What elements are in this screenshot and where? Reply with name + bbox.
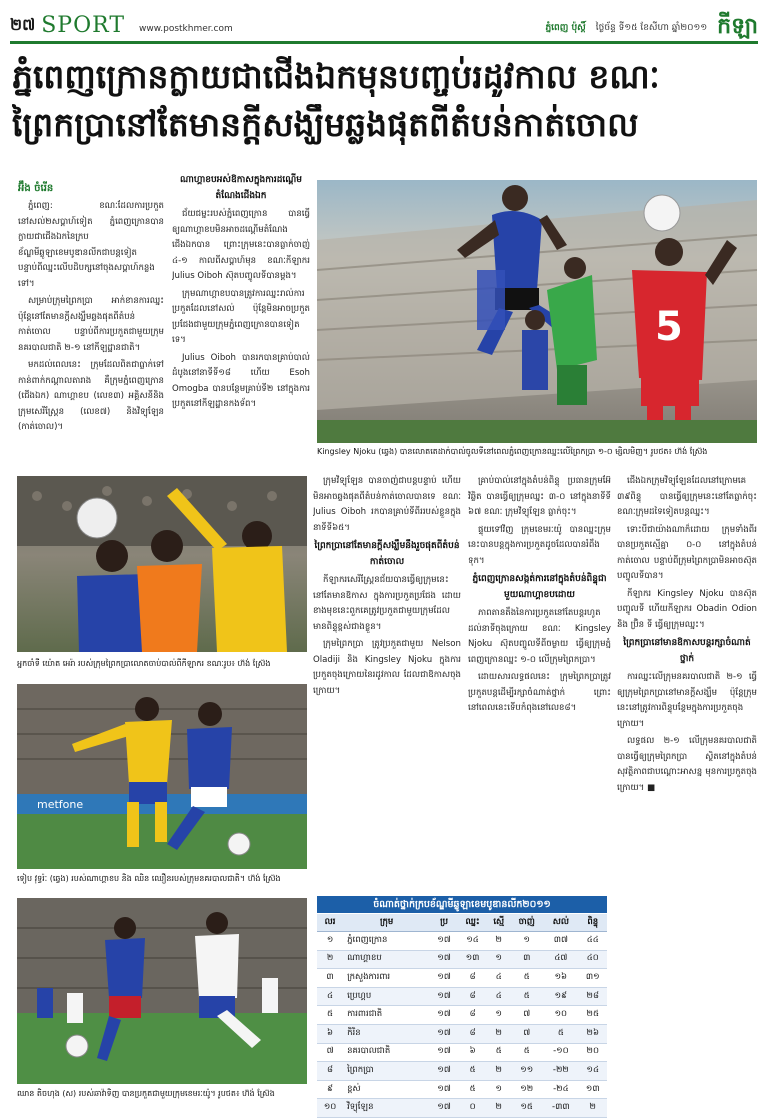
table-cell: ២ <box>487 1024 510 1043</box>
table-cell: -៣៣ <box>543 1099 578 1118</box>
team-name-cell: ខ្ពស់ <box>343 1080 430 1099</box>
table-cell: ៤ <box>487 987 510 1006</box>
main-photo-illustration <box>317 180 757 443</box>
table-cell: ៨ <box>458 1024 487 1043</box>
paragraph: ក្រុមណាហ្គាខបបានត្រូវការឈ្នះរាល់ការប្រកួតដែលនៅសល់ ប៉ុន្តែមិនអាចប្រកួតប្រជែងជាមួយក្រុមភ្នំពេញក្រោនបានទៀតទេ។ <box>172 288 310 345</box>
subheading: ព្រៃកប្រានៅមានឱកាសបន្តរក្សាចំណាត់ថ្នាក់ <box>623 638 751 664</box>
table-cell: ២៦ <box>579 1024 607 1043</box>
subheading: ភ្នំពេញក្រោនសង្កត់ការនៅក្នុងតំបន់ពិន្ទុជាមួយណាហ្គាខបដោយ <box>472 574 607 600</box>
team-name-cell: ភ្នំពេញក្រោន <box>343 932 430 951</box>
table-cell: ៤ <box>317 987 343 1006</box>
table-cell: ១២ <box>510 1080 543 1099</box>
table-cell: ៣ <box>317 969 343 988</box>
table-row <box>317 987 607 1006</box>
standings-body <box>317 932 607 1118</box>
table-row <box>317 969 607 988</box>
table-cell: ៤០ <box>579 950 607 969</box>
paragraph: ក្រុមព្រៃកប្រា ត្រូវប្រកួតជាមួយ Nelson Oladiji និង Kingsley Njoku ក្នុងការប្រកួតចុងក្រោយនៃរដូវកាល ដែលជាឱកាសចុងក្រោយ។ <box>313 639 461 696</box>
table-cell: ៣១ <box>579 969 607 988</box>
table-cell: ១៧ <box>430 969 458 988</box>
table-row <box>317 1099 607 1118</box>
paragraph: ផ្ទុយទៅវិញ ក្រុមខេមរៈយ៉ូ បានឈ្នះក្រុមនេះបានបន្តក្នុងការប្រកួតដូចដែលបានរំពឹងទុក។ <box>468 524 611 566</box>
subheading: ណាហ្គាខបអស់ឱកាសក្នុងការដណ្តើមតំណែងជើងឯក <box>180 175 302 201</box>
table-cell: ៦ <box>458 1043 487 1062</box>
table-cell: ១ <box>487 1080 510 1099</box>
category-label: កីឡា <box>717 14 758 39</box>
col-header-won: ឈ្នះ <box>458 914 487 932</box>
table-cell: ៥ <box>317 1006 343 1025</box>
photo-a-illustration <box>17 476 307 652</box>
article-column-2 <box>172 170 310 470</box>
table-cell: ១៣ <box>458 950 487 969</box>
table-cell: ៧ <box>510 1024 543 1043</box>
table-cell: ១៧ <box>430 950 458 969</box>
table-cell: ០ <box>458 1099 487 1118</box>
paragraph: សម្រាប់ក្រុមព្រៃកប្រា អាក់ខានការឈ្នះ ប៉ុន្តែនៅតែមានក្តីសង្ឃឹមឆ្លងផុតពីតំបន់កាត់ចោល បន្ទាប់ពីការប្រកួតជាមួយក្រុមនគរបាលជាតិ ២-១ នៅកីឡដ្ឋានជាតិ។ <box>18 296 164 353</box>
table-cell: ១៦ <box>543 969 578 988</box>
header-rule <box>10 41 758 44</box>
table-cell: ៥ <box>487 1043 510 1062</box>
col-header-draw: ស្មើ <box>487 914 510 932</box>
table-cell: -២៤ <box>543 1080 578 1099</box>
table-cell: ១៧ <box>430 1043 458 1062</box>
team-name-cell: ក្រសួងការពារ <box>343 969 430 988</box>
paragraph: ភាពតានតឹងនៃការប្រកួតនៅតែបន្តរហូតដល់នាទីចុងក្រោយ ខណៈ Kingsley Njoku ស៊ុតបញ្ចូលទីពីចម្ងាយ ធ្វើឲ្យក្រុមភ្នំពេញក្រោនឈ្នះ ១-០ លើក្រុមព្រៃកប្រា។ <box>468 608 611 665</box>
standings-title: ចំណាត់ថ្នាក់ក្របខ័ណ្ឌមីឆ្លូឡាខេមបូឌានលីក២០១១ <box>317 896 607 913</box>
col-header-points: ពិន្ទុ <box>579 914 607 932</box>
site-url[interactable]: www.postkhmer.com <box>139 24 233 34</box>
paragraph: កីឡាករសេរីស្រ្តែនជ័យបានធ្វើឲ្យក្រុមនេះនៅតែមានឱកាស ក្នុងការប្រកួតប្រជែង ដោយខាងមុខនេះពួកគេត្រូវប្រកួតជាមួយក្រុមដែលមានពិន្ទុខ្ពស់ជាងខ្លួន។ <box>313 575 461 632</box>
table-cell: ៤៤ <box>579 932 607 951</box>
paragraph: មកដល់ពេលនេះ ក្រុមដែលពិតជាធ្លាក់ទៅកាន់ពាក់កណ្ដាលតារាង គឺក្រុមភ្នំពេញក្រោន (ជើងឯក) ណាហ្គាខប (លេខ៣) អគ្គិសនីនិងក្រុមសេរីស្រ្តែន (លេខ៧) និងវិទ្យុឡែន (កាត់ចោល)។ <box>18 360 164 432</box>
table-cell: ១ <box>487 1006 510 1025</box>
table-cell: ៣ <box>510 950 543 969</box>
table-cell: ៨ <box>458 987 487 1006</box>
table-cell: ២៥ <box>579 1006 607 1025</box>
table-cell: ៧ <box>510 1006 543 1025</box>
table-cell: ១៧ <box>430 932 458 951</box>
table-cell: ៨ <box>458 969 487 988</box>
table-cell: ៦ <box>317 1024 343 1043</box>
table-cell: -២២ <box>543 1062 578 1081</box>
table-cell: ២០ <box>579 1043 607 1062</box>
main-photo-caption: Kingsley Njoku (ឆ្វេង) បានលោតតេដាក់បាល់ចូលទីនៅពេលភ្នំពេញក្រោនឈ្នះលើព្រៃកប្រា ១-០ ម្សិលមិញ។ រូបថត៖ ហ៊ង់ ស្រ៊ែង <box>317 447 708 456</box>
photo-b-illustration <box>17 684 307 869</box>
main-photo <box>317 180 757 443</box>
team-name-cell: ណាហ្គាខប <box>343 950 430 969</box>
team-name-cell: ព្រៃកប្រា <box>343 1062 430 1081</box>
table-cell: ២ <box>579 1099 607 1118</box>
table-cell: ៨ <box>458 1006 487 1025</box>
masthead: ភ្នំពេញ ប៉ុស្តិ៍ <box>545 22 586 33</box>
table-cell: ១៤ <box>579 1062 607 1081</box>
paragraph: ជើងឯកក្រុមវិទ្យុឡែនដែលនៅក្រោមគេ ៣៩ពិន្ទុ បានធ្វើឲ្យក្រុមនេះនៅតែធ្លាក់ចុះ ខណៈក្រុមដទៃទៀតបន្តឈ្នះ។ <box>617 476 757 517</box>
table-cell: ១៤ <box>458 932 487 951</box>
paragraph: កីឡាករ Kingsley Njoku បានស៊ុតបញ្ចូលទី ហើយកីឡាករ Obadin Odion និង ប្រ៊ិន ទី ធ្វើឲ្យក្រុមឈ្នះ។ <box>617 588 757 630</box>
table-cell: ១ <box>317 932 343 951</box>
photo-match-action <box>17 684 307 869</box>
table-cell: ១ <box>510 932 543 951</box>
table-row <box>317 1024 607 1043</box>
table-cell: ១៩ <box>543 987 578 1006</box>
table-cell: ២ <box>487 1099 510 1118</box>
table-cell: ១៥ <box>510 1099 543 1118</box>
paragraph: ការឈ្នះលើក្រុមនគរបាលជាតិ ២-១ ធ្វើឲ្យក្រុមព្រៃកប្រានៅមានក្តីសង្ឃឹម ប៉ុន្តែក្រុមនេះនៅត្រូវការពិន្ទុបន្ថែមក្នុងការប្រកួតចុងក្រោយ។ <box>617 672 757 729</box>
byline: អ៊ឹង ចំរើន <box>18 183 54 194</box>
col-header-goal-diff: សល់ <box>543 914 578 932</box>
table-cell: ២៨ <box>579 987 607 1006</box>
table-cell: ៤ <box>487 969 510 988</box>
paragraph: ក្រុមវិទ្យុឡែន បានចាញ់ជាបន្តបន្ទាប់ ហើយមិនអាចឆ្លងផុតពីតំបន់កាត់ចោលបានទេ ខណៈ Julius Oiboh រកបានគ្រាប់ទីពីររបស់ខ្លួនក្នុងនាទីទី៦៥។ <box>313 476 461 533</box>
team-name-cell: ប្រេហ្គប <box>343 987 430 1006</box>
photo-b-caption: ទៀប វុទ្ធរ៉ៈ (ឆ្វេង) របស់ណាហ្គាខប និង ឈិន ឈឿនរបស់ក្រុមនគរបាលជាតិ។ ហ៊ង់ ស្រ៊ែង <box>17 874 281 883</box>
team-name-cell: នគរបាលជាតិ <box>343 1043 430 1062</box>
table-cell: ៧ <box>317 1043 343 1062</box>
page-number: ២៧ <box>10 15 36 34</box>
dateline: ថ្ងៃច័ន្ទ ទី១៥ ខែសីហា ឆ្នាំ២០១១ <box>595 22 708 33</box>
paragraph: គ្រាប់បាល់នៅក្នុងតំបន់ពិន្ទុ ប្រធានក្រុមអ៊ែ វិឆ្លិត បានធ្វើឲ្យក្រុមឈ្នះ ៣-០ នៅក្នុងនាទីទី ៦៧ ខណៈ ក្រុមវិទ្យុឡែន ធ្លាក់ចុះ។ <box>468 476 611 517</box>
paragraph: លទ្ធផល ២-១ លើក្រុមនគរបាលជាតិ បានធ្វើឲ្យក្រុមព្រៃកប្រា ស្ថិតនៅក្នុងតំបន់សុវត្ថិភាពជាបណ្តោះអាសន្ន មុនការប្រកួតចុងក្រោយ។ ■ <box>617 736 757 793</box>
table-cell: ១៧ <box>430 1024 458 1043</box>
article-column-1 <box>18 199 164 469</box>
table-cell: ១៣ <box>579 1080 607 1099</box>
table-cell: ៩ <box>317 1080 343 1099</box>
col-header-played: ប្រ <box>430 914 458 932</box>
table-cell: ១០ <box>317 1099 343 1118</box>
table-cell: ១៧ <box>430 1062 458 1081</box>
ad-board-text: metfone <box>37 798 84 811</box>
table-cell: ៨ <box>317 1062 343 1081</box>
table-row <box>317 932 607 951</box>
table-cell: ២ <box>487 932 510 951</box>
table-cell: ៥ <box>458 1080 487 1099</box>
photo-c-caption: ឈាន តិចហុង (ស) របស់ឆាវ៉ាទិញ បានប្រកួតជាមួយក្រុមខេមរៈយ៉ូ។ រូបថត៖ ហ៊ង់ ស្រ៊ែង <box>17 1089 275 1098</box>
table-cell: ១១ <box>510 1062 543 1081</box>
table-cell: ៥ <box>543 1024 578 1043</box>
article-column-4 <box>468 474 611 894</box>
table-cell: -១០ <box>543 1043 578 1062</box>
team-name-cell: វិទ្យុឡែន <box>343 1099 430 1118</box>
table-cell: ១៧ <box>430 987 458 1006</box>
table-cell: ៣៧ <box>543 932 578 951</box>
team-name-cell: ការពារជាតិ <box>343 1006 430 1025</box>
paragraph: ជ័យជម្នះរបស់ភ្នំពេញក្រោន បានធ្វើឲ្យណាហ្គាខបមិនអាចដណ្តើមតំណែងជើងឯកបាន ព្រោះក្រុមនេះបានធ្លាក់ចាញ់ ៤-១ កាលពីសប្តាហ៍មុន ខណៈកីឡាករ Julius Oiboh ស៊ុតបញ្ចូលទីបានម្តង។ <box>172 209 310 281</box>
table-row <box>317 1006 607 1025</box>
table-cell: ១០ <box>543 1006 578 1025</box>
standings-table <box>317 914 607 1118</box>
table-cell: ២ <box>487 1062 510 1081</box>
article-column-3 <box>313 474 461 894</box>
table-cell: ១៧ <box>430 1006 458 1025</box>
table-row <box>317 1062 607 1081</box>
page-header-left <box>10 8 233 38</box>
table-cell: ២ <box>317 950 343 969</box>
subheading: ព្រៃកប្រានៅតែមានក្តីសង្ឃឹមនឹងរួចផុតពីតំបន់កាត់ចោល <box>314 541 460 567</box>
table-cell: ៥ <box>510 987 543 1006</box>
col-header-lost: ចាញ់ <box>510 914 543 932</box>
photo-white-vs-blue <box>17 898 307 1084</box>
photo-c-illustration <box>17 898 307 1084</box>
paragraph: ទោះបីជាយ៉ាងណាក៏ដោយ ក្រុមទាំងពីរបានប្រកួតស្មើគ្នា ០-០ នៅក្នុងតំបន់កាត់ចោល បន្ទាប់ពីក្រុមព្រៃកប្រាមិនអាចស៊ុតបញ្ចូលទីបាន។ <box>617 524 757 581</box>
table-cell: ៥ <box>458 1062 487 1081</box>
table-cell: ១ <box>487 950 510 969</box>
paragraph: Julius Oiboh បានរកបានគ្រាប់បាល់ដំបូងនៅនាទីទី១៨ ហើយ Esoh Omogba បានបន្ថែមគ្រាប់ទី២ នៅក្នុងការប្រកួតនៅកីឡដ្ឋានកងទ័ព។ <box>172 352 310 409</box>
photo-goalkeeper-save <box>17 476 307 652</box>
table-cell: ៥ <box>510 969 543 988</box>
table-row <box>317 1080 607 1099</box>
table-cell: ៤៧ <box>543 950 578 969</box>
standings-header-row <box>317 914 607 932</box>
article-column-5 <box>617 474 757 1094</box>
col-header-rank: លរ <box>317 914 343 932</box>
page-header-right <box>545 12 758 44</box>
table-cell: ១៧ <box>430 1080 458 1099</box>
table-cell: ៥ <box>510 1043 543 1062</box>
photo-a-caption: អ្នកចាំទី យ៉ោត អេរ៉ា របស់ក្រុមព្រៃកប្រាលោតចាប់បាល់ពីកីឡាករ ខណៈរូប៖ ហ៊ង់ ស្រ៊ែង <box>17 659 271 668</box>
table-cell: ១៧ <box>430 1099 458 1118</box>
table-row <box>317 1043 607 1062</box>
paragraph: ភ្នំពេញ: ខណៈដែលការប្រកួតនៅសល់២សប្តាហ៍ទៀត ភ្នំពេញក្រោនបានក្លាយជាជើងឯកនៃក្របខ័ណ្ឌមីឆ្លូឡាខេមបូឌានលីកជាបន្តទៀត បន្ទាប់ពីឈ្នះលើបដិបក្សនៅចុងសប្តាហ៍កន្លងទៅ។ <box>18 201 164 289</box>
svg-text:5: 5 <box>655 304 683 350</box>
headline-line-2: ព្រៃកប្រានៅតែមានក្តីសង្ឃឹមឆ្លងផុតពីតំបន់កាត់ចោល <box>12 105 639 144</box>
paragraph: ដោយសារលទ្ធផលនេះ ក្រុមព្រៃកប្រាត្រូវប្រកួតបន្តដើម្បីរក្សាចំណាត់ថ្នាក់ ព្រោះនៅពេលនេះទើបកំពុងនៅលេខ៨។ <box>468 672 611 713</box>
section-title: SPORT <box>41 13 125 38</box>
table-row <box>317 950 607 969</box>
team-name-cell: កិរិន <box>343 1024 430 1043</box>
headline-line-1: ភ្នំពេញក្រោនក្លាយជាជើងឯកមុនបញ្ចប់រដូវកាល ខណៈ <box>12 57 660 96</box>
col-header-team: ក្រុម <box>343 914 430 932</box>
